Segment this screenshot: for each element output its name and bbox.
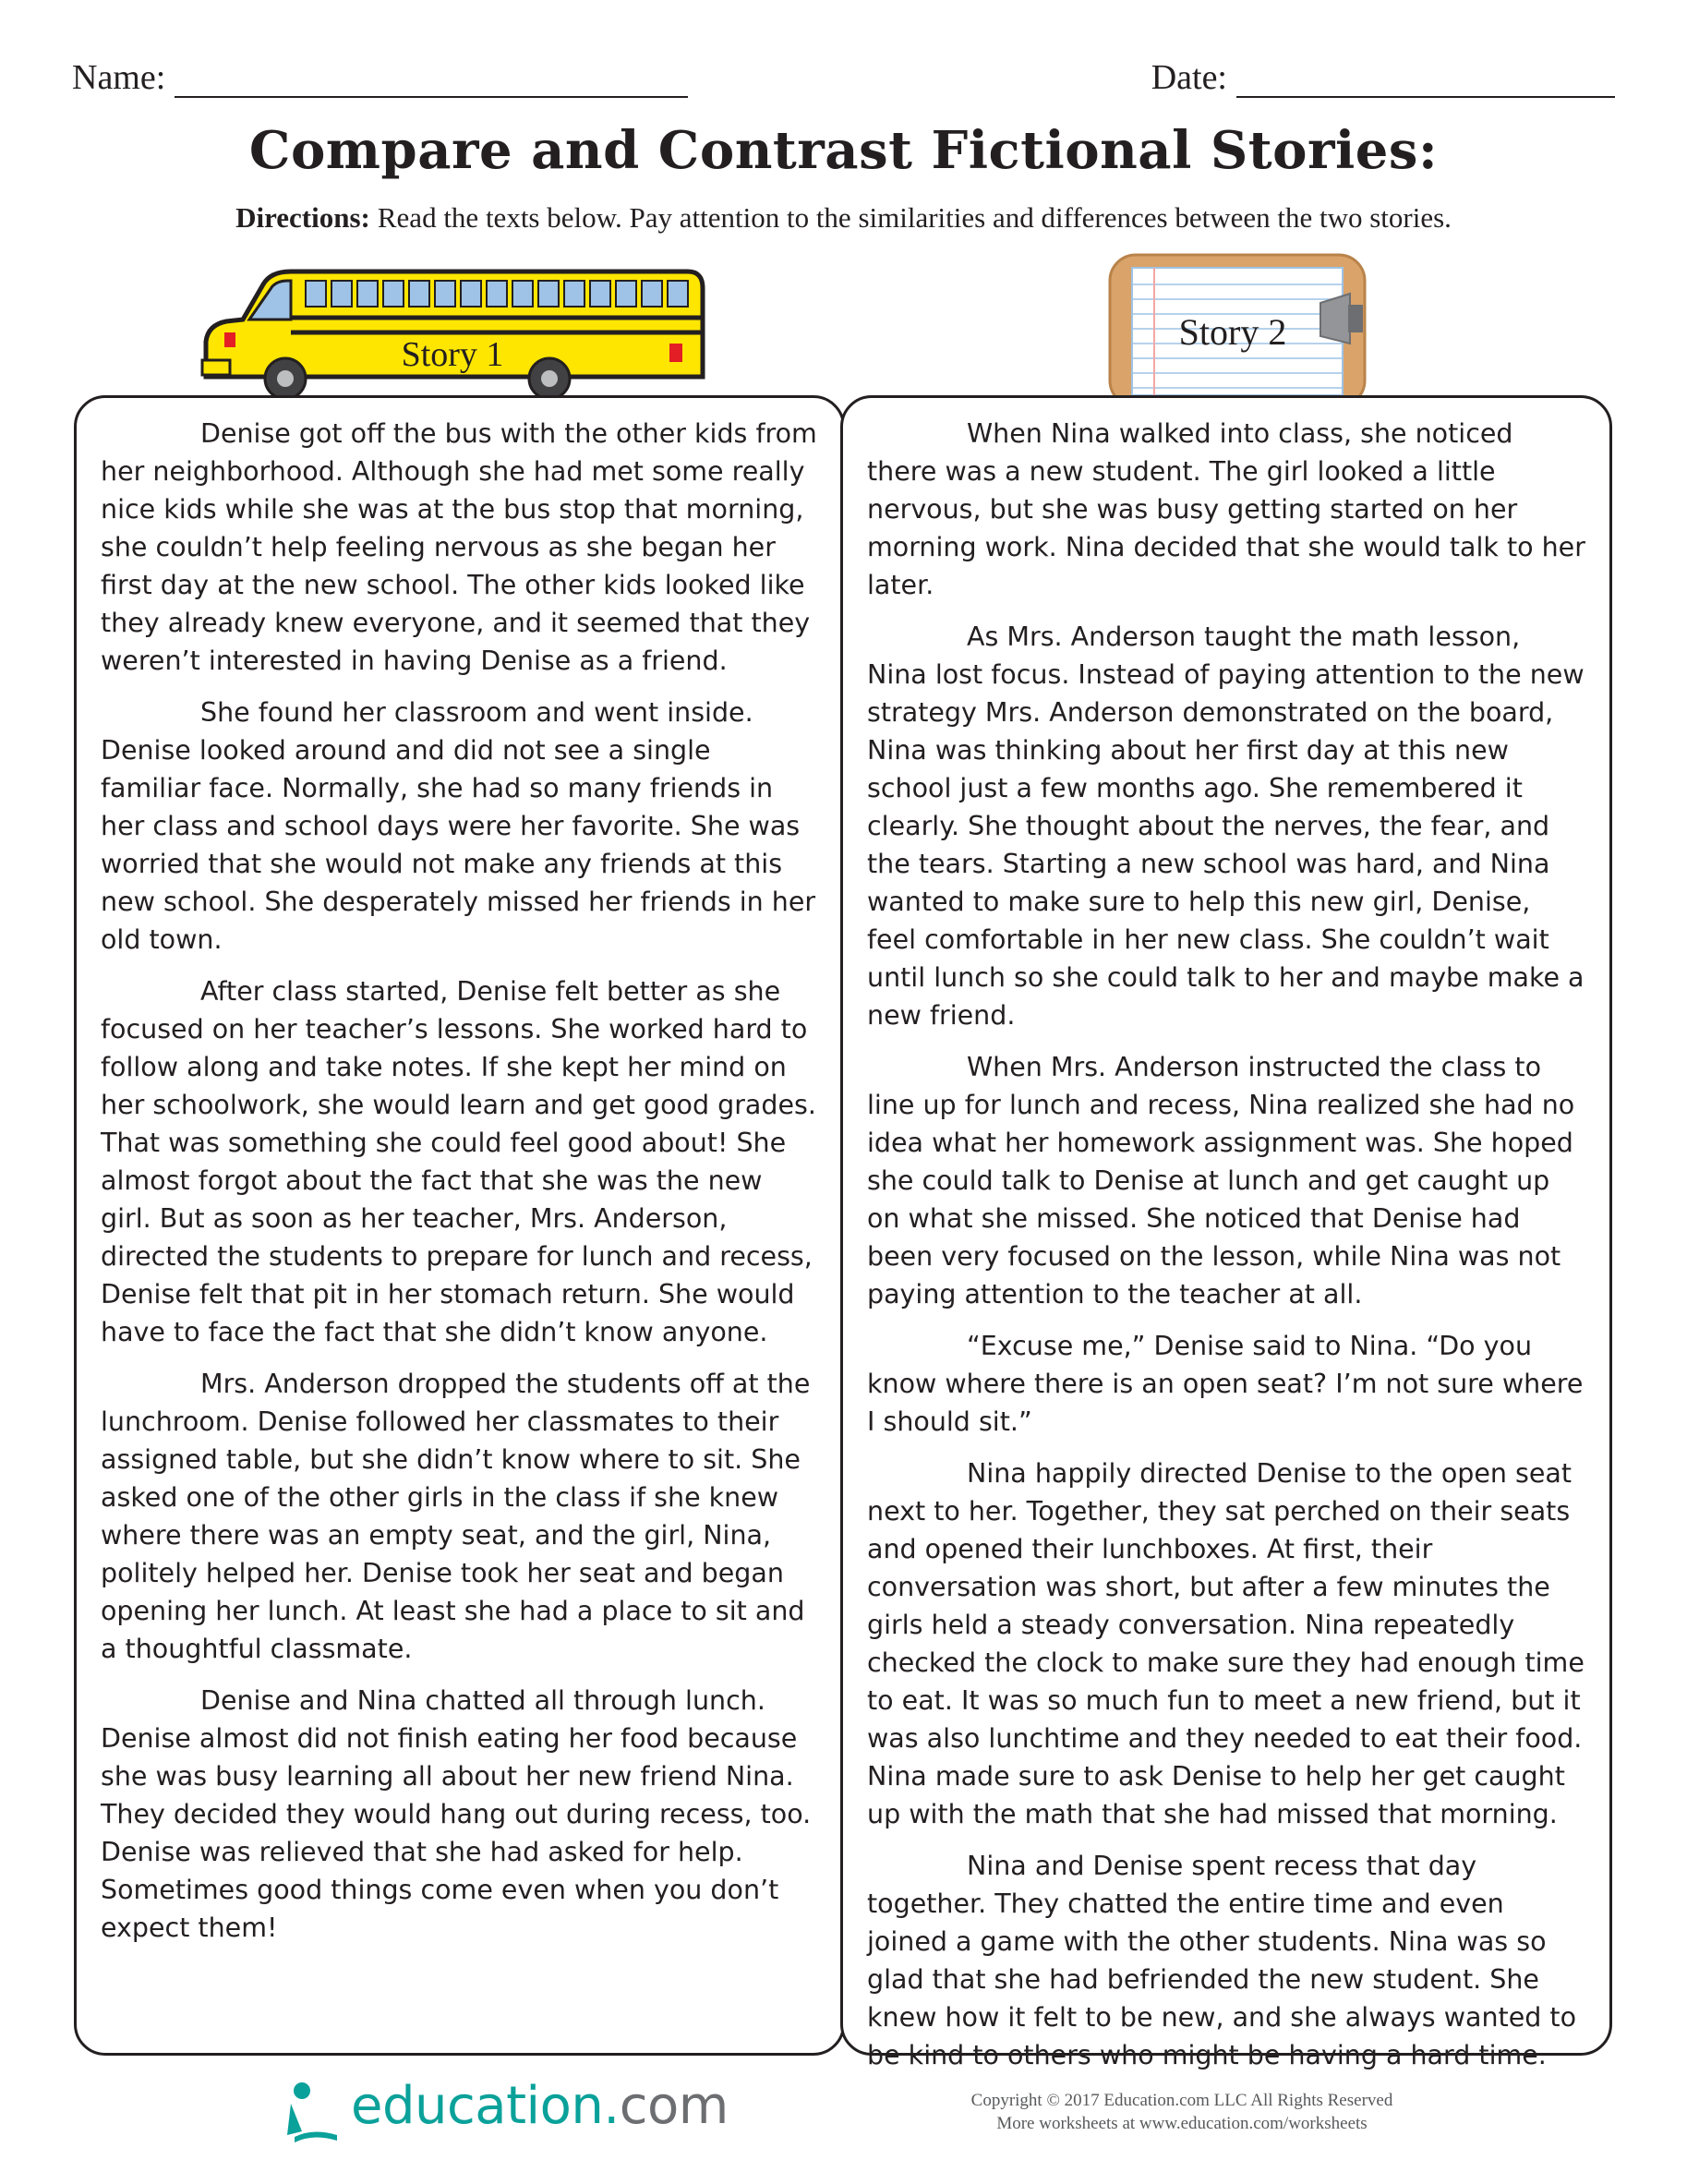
name-field[interactable] — [72, 57, 688, 98]
education-logo[interactable] — [282, 2076, 729, 2144]
story-2-paragraph: As Mrs. Anderson taught the math lesson, Nina lost focus. Instead of paying attention to the new strategy Mrs. Anderson demonstrated on the board, Nina was thinking about her first day at this new school just a few months ago. She remembered it clearly. She thought about the nerves, the fear, and the tears. Starting a new school was hard, and Nina wanted to make sure to help this new girl, Denise, feel comfortable in her new class. She couldn’t wait until lunch so she could talk to her and maybe make a new friend. — [867, 621, 1585, 1031]
story-1-paragraph: Denise and Nina chatted all through lunch. Denise almost did not finish eating her food because she was busy learning all about her new friend Nina. They decided they would hang out during recess, too. Denise was relieved that she had asked for help. Sometimes good things come even when you don’t expect them! — [101, 1685, 812, 1943]
story-2-paragraph: “Excuse me,” Denise said to Nina. “Do you know where there is an open seat? I’m not sure where I should sit.” — [867, 1331, 1584, 1437]
story-2-paragraph: Nina happily directed Denise to the open seat next to her. Together, they sat perched on their seats and opened their lunchboxes. At first, their conversation was short, but after a few minutes the girls held a steady conversation. Nina repeatedly checked the clock to make sure they had enough time to eat. It was so much fun to meet a new friend, but it was also lunchtime and they needed to eat their food. Nina made sure to ask Denise to help her get caught up with the math that she had missed that morning. — [867, 1458, 1585, 1829]
worksheets-link-text: More worksheets at www.education.com/worksheets — [996, 2114, 1368, 2133]
story-1-panel — [74, 395, 845, 2056]
story-2-label: Story 2 — [1178, 311, 1287, 353]
story-2-panel — [840, 395, 1612, 2070]
story-1-paragraph: Denise got off the bus with the other kids from her neighborhood. Although she had met some really nice kids while she was at the bus stop that morning, she couldn’t help feeling nervous as she began her first day at the new school. The other kids looked like they already knew everyone, and it seemed that they weren’t interested in having Denise as a friend. — [101, 418, 817, 676]
directions-label: Directions: — [235, 201, 370, 234]
story-1-paragraph: After class started, Denise felt better as she focused on her teacher’s lessons. She worked hard to follow along and take notes. If she kept her mind on her schoolwork, she would learn and get good grades. That was something she could feel good about! She almost forgot about the fact that she was the new girl. But as soon as her teacher, Mrs. Anderson, directed the students to prepare for lunch and recess, Denise felt that pit in her stomach return. She would have to face the fact that she didn’t know anyone. — [101, 976, 816, 1347]
story-1-paragraph: She found her classroom and went inside. Denise looked around and did not see a single familiar face. Normally, she had so many friends in her class and school days were her favorite. She was worried that she would not make any friends at this new school. She desperately missed her friends in her old town. — [101, 697, 816, 955]
story-2-text — [867, 415, 1585, 2088]
reading-person-icon — [282, 2080, 343, 2144]
copyright-line: Copyright © 2017 Education.com LLC All Rights Reserved — [970, 2091, 1393, 2110]
story-2-paragraph: When Nina walked into class, she noticed there was a new student. The girl looked a little nervous, but she was busy getting started on her morning work. Nina decided that she would talk to her later. — [867, 418, 1585, 600]
logo-wordmark: education.com — [351, 2076, 729, 2136]
story-1-label: Story 1 — [401, 335, 504, 374]
page-title: Compare and Contrast Fictional Stories: — [248, 120, 1439, 181]
date-field[interactable] — [1151, 57, 1615, 98]
date-line[interactable] — [1236, 63, 1615, 98]
story-1-text — [101, 415, 818, 1961]
story-2-paragraph: Nina and Denise spent recess that day together. They chatted the entire time and even joined a game with the other students. Nina was so glad that she had befriended the new student. She knew how it felt to be new, and she always wanted to be kind to others who might be having a hard time. — [867, 1851, 1577, 2070]
name-label: Name: — [72, 58, 166, 97]
name-line[interactable] — [175, 63, 688, 98]
story-2-paragraph: When Mrs. Anderson instructed the class to line up for lunch and recess, Nina realized she had no idea what her homework assignment was. She hoped she could talk to Denise at lunch and get caught up on what she missed. She noticed that Denise had been very focused on the lesson, while Nina was not paying attention to the teacher at all. — [867, 1052, 1575, 1309]
directions-text: Read the texts below. Pay attention to the similarities and differences between the two stories. — [377, 201, 1452, 234]
story-1-paragraph: Mrs. Anderson dropped the students off at the lunchroom. Denise followed her classmates to their assigned table, but she didn’t know where to sit. She asked one of the other girls in the class if she knew where there was an empty seat, and the girl, Nina, politely helped her. Denise took her seat and began opening her lunch. At least she had a place to sit and a thoughtful classmate. — [101, 1369, 811, 1664]
header-row — [72, 57, 1615, 103]
copyright — [923, 2089, 1440, 2135]
date-label: Date: — [1151, 58, 1227, 97]
directions — [0, 201, 1687, 235]
